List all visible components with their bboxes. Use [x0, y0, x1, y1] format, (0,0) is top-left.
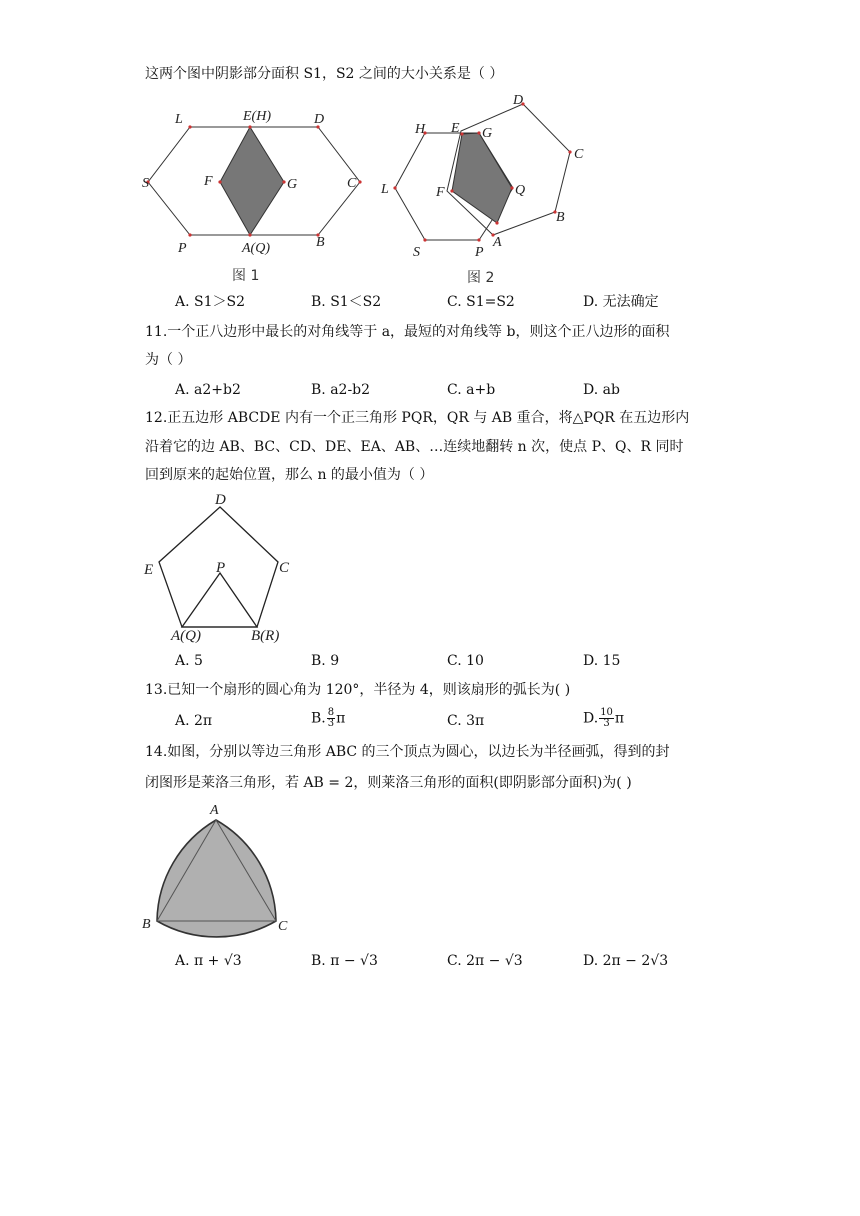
fig1-label-B: B — [316, 235, 325, 250]
q12-label-E: E — [144, 562, 154, 578]
q13-option-b-pi: π — [336, 710, 346, 727]
fig1-label-S: S — [142, 176, 149, 191]
fig1-label-G: G — [287, 177, 298, 192]
fig1-label-C: C — [347, 176, 357, 191]
fig2-label-F: F — [436, 185, 445, 200]
q13-option-d-pi: π — [614, 710, 625, 727]
fig2-label-P: P — [475, 245, 484, 260]
triangle-pqr — [182, 573, 257, 627]
q12-label-C: C — [279, 560, 290, 576]
fig2-label-C: C — [574, 147, 584, 162]
q13-option-d-prefix: D. — [583, 710, 599, 727]
fig1-label-P: P — [178, 241, 187, 256]
q12-option-d[interactable]: D. 15 — [583, 653, 621, 669]
q13-stem: 13.已知一个扇形的圆心角为 120°，半径为 4，则该扇形的弧长为( ) — [145, 682, 571, 698]
fig2-label-B: B — [556, 210, 565, 225]
q12-stem-line3: 回到原来的起始位置，那么 n 的最小值为（ ） — [145, 467, 434, 483]
q12-label-BR: B(R) — [251, 628, 280, 644]
q14-stem-line2: 闭图形是莱洛三角形，若 AB = 2，则莱洛三角形的面积(即阴影部分面积)为( ) — [145, 775, 632, 791]
q12-option-b[interactable]: B. 9 — [311, 653, 340, 669]
q14-option-d[interactable]: D. 2π − 2√3 — [583, 953, 669, 969]
q11-option-c[interactable]: C. a+b — [447, 382, 496, 398]
q10-option-c[interactable]: C. S1=S2 — [447, 294, 515, 310]
q13-option-b[interactable] — [311, 708, 345, 729]
fig2-label-A: A — [493, 235, 502, 250]
q10-option-a[interactable]: A. S1＞S2 — [175, 294, 246, 310]
fig2-label-G: G — [482, 126, 493, 141]
q13-option-c[interactable]: C. 3π — [447, 713, 485, 729]
fig1-label-L: L — [175, 112, 183, 127]
q12-stem-line1: 12.正五边形 ABCDE 内有一个正三角形 PQR，QR 与 AB 重合，将△PQR 在五边形内 — [145, 410, 690, 426]
fig2-label-D: D — [513, 93, 524, 108]
fig2-label-S: S — [413, 245, 420, 260]
q10-option-d[interactable]: D. 无法确定 — [583, 294, 659, 310]
q14-option-c[interactable]: C. 2π − √3 — [447, 953, 523, 969]
q14-reuleaux-figure — [140, 800, 300, 940]
q13-option-d-fraction — [599, 708, 614, 729]
q13-option-a[interactable]: A. 2π — [175, 713, 213, 729]
q12-option-c[interactable]: C. 10 — [447, 653, 484, 669]
fig1-label-EH: E(H) — [243, 109, 271, 124]
q14-option-b[interactable]: B. π − √3 — [311, 953, 378, 969]
fig2-caption: 图 2 — [467, 270, 495, 286]
q13-option-d[interactable] — [583, 708, 624, 729]
fig2-label-L: L — [381, 182, 389, 197]
q10-figure-2 — [375, 90, 605, 290]
reuleaux-triangle-shaded — [157, 820, 276, 937]
q11-stem-line1: 11.一个正八边形中最长的对角线等于 a，最短的对角线等 b，则这个正八边形的面积 — [145, 324, 670, 340]
q13-option-b-fraction — [327, 708, 335, 729]
q10-stem: 这两个图中阴影部分面积 S1，S2 之间的大小关系是（ ） — [145, 66, 504, 82]
q14-option-a[interactable]: A. π + √3 — [175, 953, 242, 969]
q12-option-a[interactable]: A. 5 — [175, 653, 203, 669]
q11-stem-line2: 为（ ） — [145, 352, 192, 368]
q12-label-P: P — [216, 560, 226, 576]
q11-option-d[interactable]: D. ab — [583, 382, 620, 398]
fig2-label-E: E — [451, 121, 460, 136]
q13-option-b-denominator: 3 — [327, 718, 335, 729]
q12-label-AQ: A(Q) — [171, 628, 201, 644]
q14-label-C: C — [278, 919, 288, 934]
q14-label-A: A — [210, 803, 219, 818]
q13-option-b-numerator: 8 — [327, 707, 335, 718]
q13-option-d-numerator: 10 — [600, 707, 613, 718]
q14-label-B: B — [142, 917, 151, 932]
q14-stem-line1: 14.如图，分别以等边三角形 ABC 的三个顶点为圆心，以边长为半径画弧，得到的封 — [145, 744, 670, 760]
q12-label-D: D — [215, 492, 226, 508]
q11-option-a[interactable]: A. a2+b2 — [175, 382, 241, 398]
fig1-label-F: F — [204, 174, 213, 189]
q13-option-d-denominator: 3 — [603, 718, 610, 729]
q12-stem-line2: 沿着它的边 AB、BC、CD、DE、EA、AB、…连续地翻转 n 次，使点 P、Q、R 同时 — [145, 439, 684, 455]
fig1-shaded-rhombus — [220, 127, 284, 235]
fig1-label-D: D — [314, 112, 325, 127]
q10-figure-1 — [140, 100, 370, 290]
fig1-label-AQ: A(Q) — [242, 241, 270, 256]
fig2-label-H: H — [415, 122, 426, 137]
fig2-label-Q: Q — [515, 183, 526, 198]
q13-option-b-prefix: B. — [311, 710, 326, 727]
q12-pentagon-figure — [140, 490, 300, 650]
q11-option-b[interactable]: B. a2-b2 — [311, 382, 371, 398]
fig1-caption: 图 1 — [232, 268, 260, 284]
fig2-shaded-region — [452, 133, 512, 223]
q10-option-b[interactable]: B. S1＜S2 — [311, 294, 382, 310]
